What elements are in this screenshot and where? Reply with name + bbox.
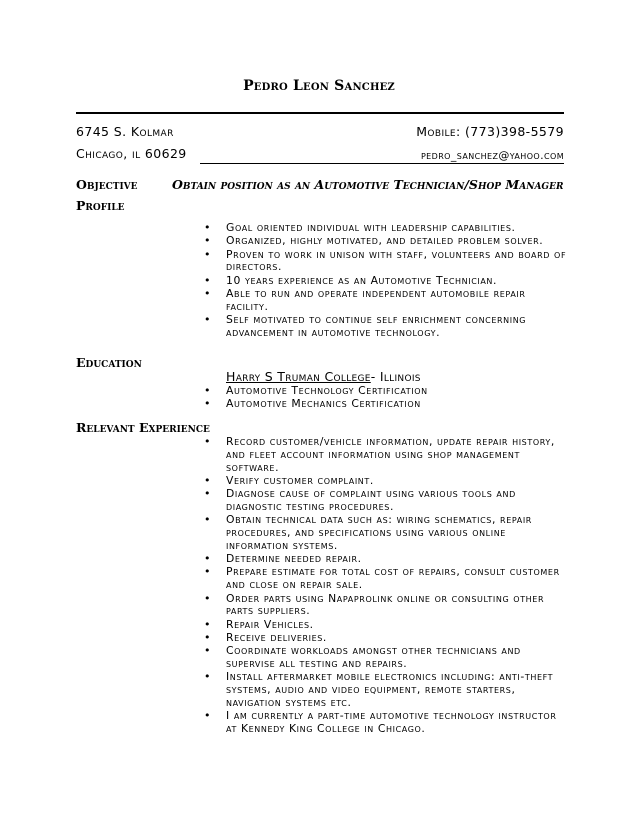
bullet-icon: • bbox=[204, 273, 212, 287]
list-item-text: Order parts using Napaprolink online or consulting other parts suppliers. bbox=[226, 591, 545, 618]
list-item bbox=[202, 566, 567, 592]
bullet-icon: • bbox=[204, 644, 212, 658]
list-item bbox=[202, 593, 567, 619]
list-item-text: Diagnose cause of complaint using various tools and diagnostic testing procedures. bbox=[226, 487, 516, 513]
candidate-name: Pedro Leon Sanchez bbox=[243, 78, 395, 94]
list-item-text: 10 years experience as an Automotive Technician. bbox=[226, 273, 498, 287]
list-item bbox=[202, 385, 567, 398]
experience-heading: Relevant Experience bbox=[76, 420, 210, 435]
list-item-text: Goal oriented individual with leadership capabilities. bbox=[226, 221, 516, 234]
college-name: Harry S Truman College bbox=[226, 369, 371, 384]
list-item bbox=[202, 619, 567, 632]
bullet-icon: • bbox=[204, 591, 212, 605]
list-item bbox=[202, 488, 567, 514]
list-item-text: Repair Vehicles. bbox=[226, 617, 314, 631]
list-item bbox=[202, 288, 567, 314]
list-item-text: Proven to work in unison with staff, volunteers and board of directors. bbox=[226, 247, 567, 274]
list-item-text: Record customer/vehicle information, update repair history, and fleet account information using shop management software. bbox=[226, 435, 555, 474]
mobile-number: Mobile: (773)398-5579 bbox=[416, 124, 564, 139]
bullet-icon: • bbox=[204, 397, 212, 411]
bullet-icon: • bbox=[204, 513, 212, 527]
bullet-icon: • bbox=[204, 435, 212, 448]
list-item-text: Verify customer complaint. bbox=[226, 473, 374, 487]
list-item-text: Self motivated to continue self enrichment concerning advancement in automotive technology. bbox=[226, 313, 527, 339]
list-item bbox=[202, 475, 567, 488]
list-item-text: Organized, highly motivated, and detailed problem solver. bbox=[226, 234, 544, 248]
list-item bbox=[202, 514, 567, 552]
bullet-icon: • bbox=[204, 487, 212, 501]
bullet-icon: • bbox=[204, 313, 212, 327]
bullet-icon: • bbox=[204, 617, 212, 631]
list-item bbox=[202, 222, 567, 235]
list-item-text: I am currently a part-time automotive technology instructor at Kennedy King College in Chicago. bbox=[226, 709, 557, 736]
email-address: pedro_sanchez@yahoo.com bbox=[420, 149, 564, 162]
list-item bbox=[202, 645, 567, 671]
college-name-line bbox=[226, 369, 421, 384]
bullet-icon: • bbox=[204, 221, 212, 234]
list-item-text: Determine needed repair. bbox=[226, 552, 362, 566]
list-item bbox=[202, 235, 567, 248]
bullet-icon: • bbox=[204, 384, 212, 397]
bullet-icon: • bbox=[204, 670, 212, 684]
bullet-icon: • bbox=[204, 286, 212, 300]
bullet-icon: • bbox=[204, 709, 212, 723]
education-list bbox=[202, 385, 567, 412]
address-line-1: 6745 S. Kolmar bbox=[76, 124, 174, 139]
contact-divider bbox=[200, 163, 564, 164]
bullet-icon: • bbox=[204, 473, 212, 487]
list-item-text: Install aftermarket mobile electronics including: anti-theft systems, audio and video equipment, remote starters, navigation systems etc. bbox=[226, 670, 554, 709]
list-item bbox=[202, 632, 567, 645]
profile-heading: Profile bbox=[76, 198, 125, 213]
list-item-text: Automotive Mechanics Certification bbox=[226, 397, 421, 411]
address-line-2: Chicago, il 60629 bbox=[76, 146, 187, 161]
list-item-text: Automotive Technology Certification bbox=[226, 384, 428, 397]
bullet-icon: • bbox=[204, 234, 212, 248]
header-divider bbox=[76, 112, 564, 114]
education-heading: Education bbox=[76, 355, 142, 370]
bullet-icon: • bbox=[204, 630, 212, 644]
profile-list bbox=[202, 222, 567, 340]
list-item-text: Coordinate workloads amongst other technicians and supervise all testing and repairs. bbox=[226, 644, 521, 671]
list-item bbox=[202, 710, 567, 736]
objective-text: Obtain position as an Automotive Technician/Shop Manager bbox=[172, 177, 564, 192]
list-item-text: Obtain technical data such as: wiring schematics, repair procedures, and specifications using various online information systems. bbox=[226, 513, 532, 552]
bullet-icon: • bbox=[204, 247, 212, 261]
list-item bbox=[202, 314, 567, 340]
list-item bbox=[202, 671, 567, 709]
objective-heading: Objective bbox=[76, 177, 138, 192]
bullet-icon: • bbox=[204, 552, 212, 566]
bullet-icon: • bbox=[204, 565, 212, 579]
list-item-text: Able to run and operate independent automobile repair facility. bbox=[226, 286, 526, 313]
list-item bbox=[202, 275, 567, 288]
experience-list bbox=[202, 436, 567, 736]
college-location: - Illinois bbox=[370, 369, 421, 384]
list-item bbox=[202, 436, 567, 474]
list-item bbox=[202, 398, 567, 411]
list-item-text: Prepare estimate for total cost of repairs, consult customer and close on repair sale. bbox=[226, 565, 560, 592]
list-item-text: Receive deliveries. bbox=[226, 630, 327, 644]
list-item bbox=[202, 249, 567, 275]
list-item bbox=[202, 553, 567, 566]
